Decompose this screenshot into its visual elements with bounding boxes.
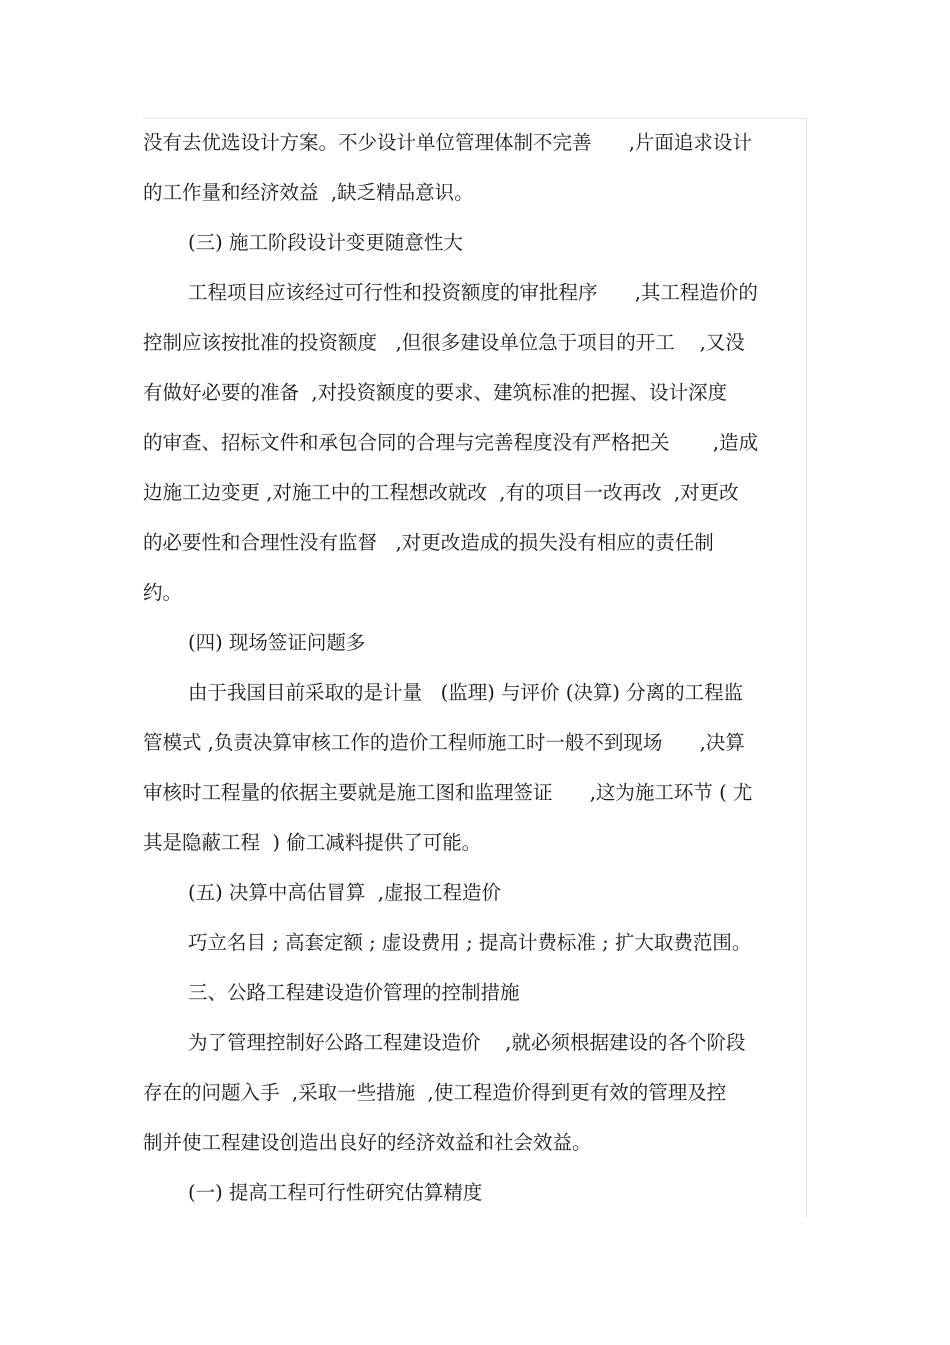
section-heading: (四) 现场签证问题多 — [188, 631, 366, 654]
section-heading: (一) 提高工程可行性研究估算精度 — [188, 1181, 483, 1204]
text-line: 为了管理控制好公路工程建设造价 ,就必须根据建设的各个阶段 — [188, 1031, 746, 1054]
text-line: 其是隐蔽工程 ) 偷工减料提供了可能。 — [143, 831, 482, 854]
text-line: 由于我国目前采取的是计量 (监理) 与评价 (决算) 分离的工程监 — [188, 681, 744, 704]
section-heading: (五) 决算中高估冒算 ,虚报工程造价 — [188, 881, 502, 904]
text-line: 约。 — [143, 581, 183, 604]
text-line: 工程项目应该经过可行性和投资额度的审批程序 ,其工程造价的 — [188, 281, 758, 304]
text-line: 审核时工程量的依据主要就是施工图和监理签证 ,这为施工环节 ( 尤 — [143, 781, 753, 804]
document-body — [143, 118, 803, 1218]
text-line: 的必要性和合理性没有监督 ,对更改造成的损失没有相应的责任制 — [143, 531, 714, 554]
text-line: 的工作量和经济效益 ,缺乏精品意识。 — [143, 181, 474, 204]
text-line: 边施工边变更 ,对施工中的工程想改就改 ,有的项目一改再改 ,对更改 — [143, 481, 739, 504]
text-line: 没有去优选设计方案。不少设计单位管理体制不完善 ,片面追求设计 — [143, 131, 752, 154]
chapter-heading: 三、公路工程建设造价管理的控制措施 — [188, 981, 520, 1004]
text-line: 有做好必要的准备 ,对投资额度的要求、建筑标准的把握、设计深度 — [143, 381, 728, 404]
text-line: 控制应该按批准的投资额度 ,但很多建设单位急于项目的开工 ,又没 — [143, 331, 745, 354]
text-line: 存在的问题入手 ,采取一些措施 ,使工程造价得到更有效的管理及控 — [143, 1081, 727, 1104]
text-line: 巧立名目 ; 高套定额 ; 虚设费用 ; 提高计费标准 ; 扩大取费范围。 — [188, 931, 752, 954]
section-heading: (三) 施工阶段设计变更随意性大 — [188, 231, 463, 254]
text-line: 制并使工程建设创造出良好的经济效益和社会效益。 — [143, 1131, 592, 1154]
text-line: 管模式 ,负责决算审核工作的造价工程师施工时一般不到现场 ,决算 — [143, 731, 745, 754]
text-line: 的审查、招标文件和承包合同的合理与完善程度没有严格把关 ,造成 — [143, 431, 759, 454]
